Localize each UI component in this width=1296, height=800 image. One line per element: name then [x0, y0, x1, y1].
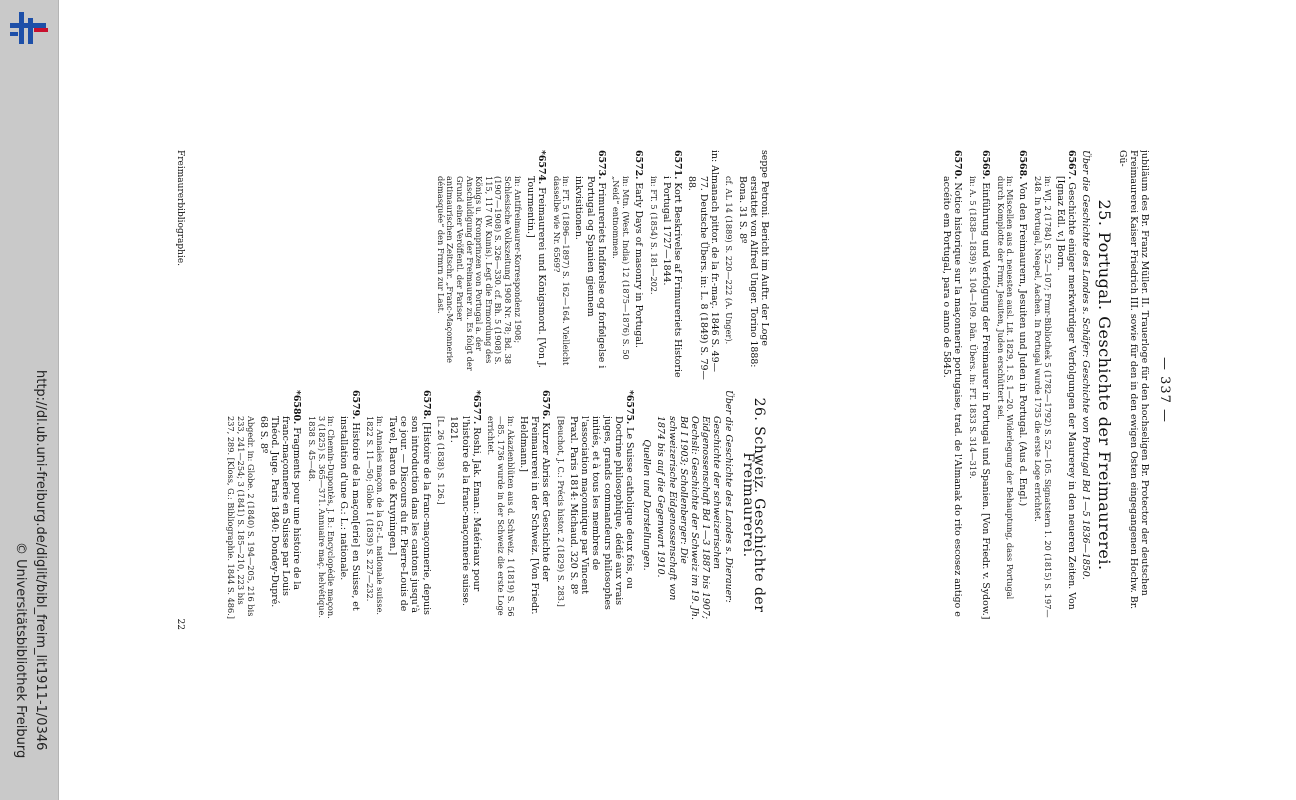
section-title-schweiz: 26. Schweiz. Geschichte der Freimaurerei. [739, 397, 767, 613]
university-library-logo-icon[interactable] [6, 8, 50, 48]
list-item: 6576. Kurzer Abriss der Geschichte der Freimaurerei in der Schweiz. [Von Friedr. Heldmann.] [517, 390, 552, 615]
intro-text: jubiläum des Br. Franz Müller. II. Trauerloge für den hochseligen Br. Protector der deutschen Freimaurerei Kaiser Friedrich III. sowie für den in den ewigen Osten eingegangenen Hochw. Br. Gü- [1116, 150, 1150, 610]
scanned-page [170, 150, 1170, 630]
list-item: 6579. Histoire de la maçon[erie] en Suisse, et installation d'une G.: L.: nationale. [338, 390, 361, 611]
list-item: *6580. Fragments pour une histoire de la franc-maçonnerie en Suisse par Louis Théod. Juge. Paris 1840: Dondey-Dupré. 68 S. 8º [257, 390, 303, 608]
section-title-portugal: 25. Portugal. Geschichte der Freimaurerei. [1095, 199, 1115, 571]
list-item: *6577. Roshi, Jak. Eman.: Matériaux pour l'histoire de la franc-maçonnerie suisse. 1821. [448, 390, 482, 606]
sidebar [0, 0, 59, 800]
list-item-note: [L. 26 (1838) S. 126.] [436, 416, 447, 505]
copyright-notice: © Universitätsbibliothek Freiburg [13, 542, 28, 759]
list-item-note: in: Akazienblüten aus d. Schweiz. 1 (1819) S. 56—85. 1736 wurde in der Schweiz die erste Loge errichtet. [486, 416, 516, 617]
list-item: 6569. Einführung und Verfolgung der Freimaurer in Portugal und Spanien. [Von Friedr. v. Sydow.] [980, 150, 991, 620]
list-item-note: in: Annales maçon. de la Gr.-L. nationale suisse. 1822 S. 11—50; Globe 1 (1839) S. 227—232. [365, 416, 385, 616]
schweiz-column [190, 390, 770, 620]
list-item-note: in: FT. 5 (1854) S. 181—202. [648, 176, 659, 295]
portugal-continued-column [190, 150, 770, 380]
list-item-note: in: WJ. 2 (1784) S. 52—107; Frmr-Bibliothek 5 (1782—1792) S. 52—105. Signatstern 1. 20 (1815) S. 197—248. In Portugal, Neapel, Aachen. In Portugal wurde 1735 die erste Loge errichtet. [1032, 176, 1053, 618]
portugal-entries [941, 150, 1091, 620]
list-item: 6578. [Histoire de la franc-maçonnerie, depuis son introduction dans les cantons jusqu'à ce jour. — Discours du fr. Pierre-Louis de Tavel, Baron de Kruyningen.] [386, 390, 432, 615]
list-item: 6568. Von den Freimaurern, Jesuiten und Juden in Portugal. (Aus d. Engl.) [1017, 150, 1029, 507]
list-item: *6575. Le Suisse catholique deux fois, ou Doctrine philosophique, dédié aux vrais juges, grands commandeurs philosophes initiés, et à tous les membres de l'association maçonnique par Vincent Praxl. Paris 1814: Michaud. 320 S. 8º [567, 390, 635, 610]
subheading-sources: Quellen und Darstellungen. [641, 439, 653, 571]
list-item-note: in: Chemin-Dupontès, J. B.: Encyclopédie maçon. 3 (1825) S. 365—371. Annuaire maç. helvétique. 1838 S. 45—48. [306, 416, 337, 619]
upper-column [770, 150, 1150, 620]
list-item: seppe Petroni. Bericht im Auftr. der Loge erstattet von Alfred Unger. Torino 1888: Bona. 31 S. 8º [736, 150, 770, 368]
list-item-note: in: A. 5 (1838—1839) S. 104—109. Dän. Übers. in: FT. 1833 S. 314—319. [967, 176, 978, 479]
list-item: 6567. Geschichte einiger merkwürdiger Verfolgungen der Maurerey in den neueren Zeiten. Von [Ignaz Edl. v.] Born. [1054, 150, 1077, 610]
list-item: Über die Geschichte des Landes s. Schäfer: Geschichte von Portugal Bd 1—5 1836—1850. [1080, 150, 1092, 580]
list-item-note: in: Miscellen aus d. neuesten ausl. Lit. 1829, 1. S. 1—20. Widerlegung der Behauptung, dass Portugal durch Komplotte der Frmr, Jesuiten, Juden erschüttert sei. [995, 176, 1016, 600]
lower-column [190, 150, 770, 620]
list-item: Über die Geschichte des Landes s. Dierauer: Geschichte der schweizerischen Eidgenossenschaft Bd 1—3 1887 bis 1907; Oechsli: Geschichte der Schweiz im 19. Jh. Bd I 1903; Schollenberger: Die schweizerische Eidgenossenschaft von 1874 bis auf die Gegenwart 1910. [655, 390, 734, 620]
list-item: *6574. Freimaurerei und Königsmord. [Von J. Tourmentin.] [524, 150, 547, 368]
list-item: in: Almanach pittor. de la fr.-maç. 1846 S. 49—77. Deutsche Übers. in: L. 8 (1849) S. 79—88. [686, 150, 720, 380]
list-item-note: [Beuchot, J. C.: Précis histor. 2 (1829) S. 283.] [555, 416, 566, 607]
list-item: 6571. Kort Beskrivelse af Frimureriets Historie i Portugal 1727—1844. [660, 150, 684, 378]
list-item: 6572. Early Days of masonry in Portugal. [633, 150, 645, 348]
list-item-note: cf. AL 14 (1889) S. 220—222 (A. Unger). [724, 176, 735, 345]
page-footer-left: Freimaurerbibliographie. [175, 150, 185, 267]
page-number-header: — 337 — [1157, 356, 1172, 424]
list-item: 6570. Notice historique sur la maçonnerie portugaise, trad. de l'Almanak do rito escosez antigo e accéito em Portugal, para o anno de 5845. [941, 150, 964, 617]
list-item-note: in: Antifreimaurer-Korrespondenz 1908; Schlesische Volkszeitung 1908 Nr. 78; Bd. 38 (1907—1908) S. 326—330. cf. Bh. 5 (1908) S. 115, 117 (W. Kunis). Legt die Ermordung des Königs u. Kronprinzen von Portugal a. der Anschuldigung der Freimaurer zu. Es folgt der Grund einer Veröffentl. der Pariser antimaurischen Zeitschr. „Franc-Maçonnerie démasquée“ den Frmrn zur Last. [435, 176, 523, 371]
list-item-note: in: FT. 5 (1896—1897) S. 162—164. Vielleicht dasselbe wie Nr. 6569? [551, 176, 572, 366]
page-footer-right: 22 [175, 618, 185, 630]
permalink-url[interactable]: http://dl.ub.uni-freiburg.de/diglit/bibl_freim_lit1911-1/0346 [33, 370, 48, 751]
list-item-note: Abgedr. in: Globe. 2 (1840) S. 194—205, 216 bis 233, 241—254; 3 (1841) S. 185—210, 223 bis 237, 289. [Kloss, G.: Bibliographie. 1844 S. 486.] [226, 416, 256, 619]
list-item: 6573. Frimureriets Indførelse og forfølgelse i Portugal og Spanien gjennem inkvisitionen. [573, 150, 607, 369]
list-item-note: in: Mtn. (West. India) 12 (1875—1876) S. 50 „Neid“ entnommen. [611, 176, 631, 360]
